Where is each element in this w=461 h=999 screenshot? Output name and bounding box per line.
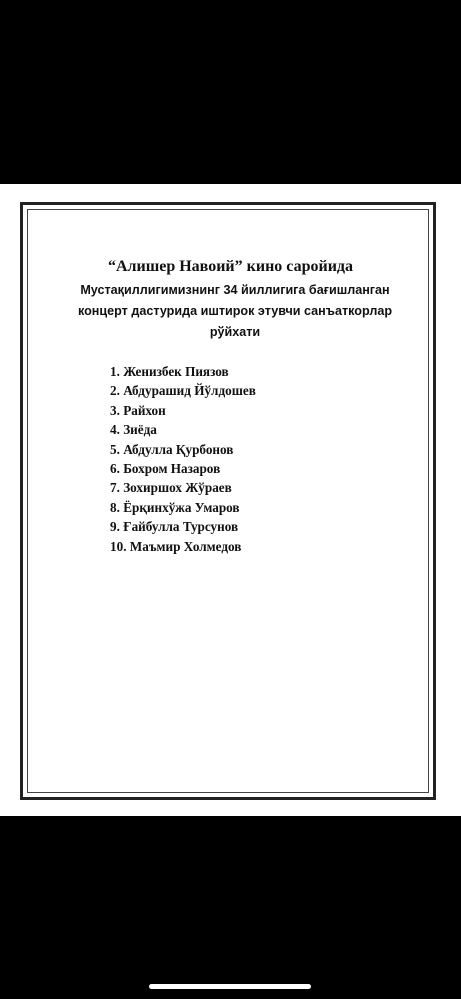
list-item: 1. Женизбек Пиязов [110, 364, 229, 379]
list-item: 9. Ғайбулла Турсунов [110, 519, 239, 535]
document-title: “Алишер Навоий” кино саройида [107, 258, 354, 275]
home-indicator[interactable] [149, 984, 311, 989]
list-item: 2. Абдурашид Йўлдошев [110, 383, 256, 399]
list-item: 3. Райхон [110, 402, 166, 418]
document-subtitle [70, 280, 400, 343]
performer-list [110, 362, 256, 556]
subtitle-line: рўйхати [209, 325, 261, 339]
list-item: 8. Ёрқинхўжа Умаров [110, 499, 240, 515]
list-item: 5. Абдулла Қурбонов [110, 441, 234, 457]
list-item: 7. Зохиршох Жўраев [110, 480, 232, 496]
list-item: 4. Зиёда [110, 422, 157, 438]
document-page [0, 184, 461, 816]
list-item: 6. Бохром Назаров [110, 461, 221, 477]
subtitle-line: Мустақиллигимизнинг 34 йиллигига бағишланган [80, 283, 390, 297]
subtitle-line: концерт дастурида иштирок этувчи санъаткорлар [77, 304, 393, 318]
list-item: 10. Маъмир Холмедов [110, 538, 242, 554]
